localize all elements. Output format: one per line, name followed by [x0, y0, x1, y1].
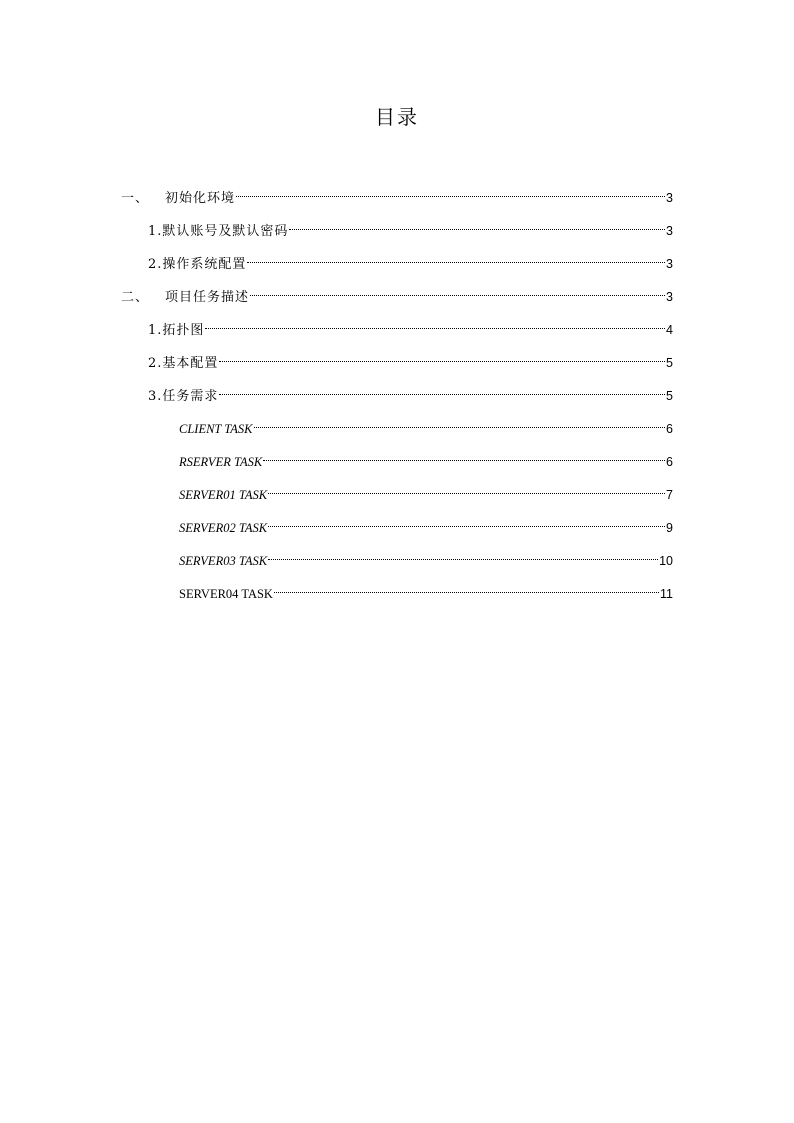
toc-page-number: 3: [666, 290, 673, 304]
toc-entry-label: 初始化环境: [165, 191, 236, 206]
toc-entry-label: 2.基本配置: [148, 356, 219, 371]
toc-entry-project-tasks[interactable]: [121, 281, 673, 305]
dot-leader: [219, 380, 665, 400]
page-title: 目录: [375, 105, 419, 129]
toc-entry-server03-task[interactable]: [179, 545, 673, 568]
dot-leader: [219, 347, 665, 367]
toc-entry-label: SERVER01 TASK: [179, 488, 268, 502]
dot-leader: [250, 281, 665, 301]
dot-leader: [268, 512, 665, 532]
toc-entry-label: 3.任务需求: [148, 389, 219, 404]
toc-entry-server02-task[interactable]: [179, 512, 673, 535]
toc-entry-label: 1.默认账号及默认密码: [148, 224, 289, 239]
toc-entry-server01-task[interactable]: [179, 479, 673, 502]
toc-page-number: 10: [659, 554, 673, 568]
toc-entry-default-account[interactable]: [148, 215, 673, 239]
toc-page-number: 6: [666, 455, 673, 469]
toc-page-number: 5: [666, 389, 673, 403]
toc-entry-rserver-task[interactable]: [179, 446, 673, 469]
toc-page-number: 6: [666, 422, 673, 436]
toc-entry-label: 项目任务描述: [165, 290, 250, 305]
toc-page-number: 3: [666, 257, 673, 271]
dot-leader: [268, 545, 658, 565]
toc-page-number: 3: [666, 191, 673, 205]
toc-entry-server04-task[interactable]: [179, 578, 673, 601]
toc-entry-initialize-environment[interactable]: [121, 182, 673, 206]
toc-entry-label: SERVER02 TASK: [179, 521, 268, 535]
toc-entry-prefix: 一、: [121, 191, 150, 206]
dot-leader: [247, 248, 665, 268]
toc-entry-label: RSERVER TASK: [179, 455, 263, 469]
toc-page-number: 9: [666, 521, 673, 535]
dot-leader: [236, 182, 665, 202]
dot-leader: [263, 446, 665, 466]
toc-page-number: 5: [666, 356, 673, 370]
toc-entry-topology[interactable]: [148, 314, 673, 338]
dot-leader: [268, 479, 665, 499]
toc-page-number: 7: [666, 488, 673, 502]
toc-entry-label: CLIENT TASK: [179, 422, 253, 436]
toc-entry-label: SERVER04 TASK: [179, 587, 273, 601]
dot-leader: [205, 314, 665, 334]
toc-entry-label: 2.操作系统配置: [148, 257, 247, 272]
toc-page-number: 3: [666, 224, 673, 238]
dot-leader: [274, 578, 659, 598]
toc-entry-label: SERVER03 TASK: [179, 554, 268, 568]
toc-entry-os-config[interactable]: [148, 248, 673, 272]
toc-entry-basic-config[interactable]: [148, 347, 673, 371]
toc-entry-task-requirements[interactable]: [148, 380, 673, 404]
dot-leader: [254, 413, 666, 433]
toc-page-number: 11: [660, 587, 673, 601]
toc-entry-client-task[interactable]: [179, 413, 673, 436]
toc-entry-prefix: 二、: [121, 290, 150, 305]
toc-page-number: 4: [666, 323, 673, 337]
dot-leader: [289, 215, 665, 235]
toc-entry-label: 1.拓扑图: [148, 323, 205, 338]
